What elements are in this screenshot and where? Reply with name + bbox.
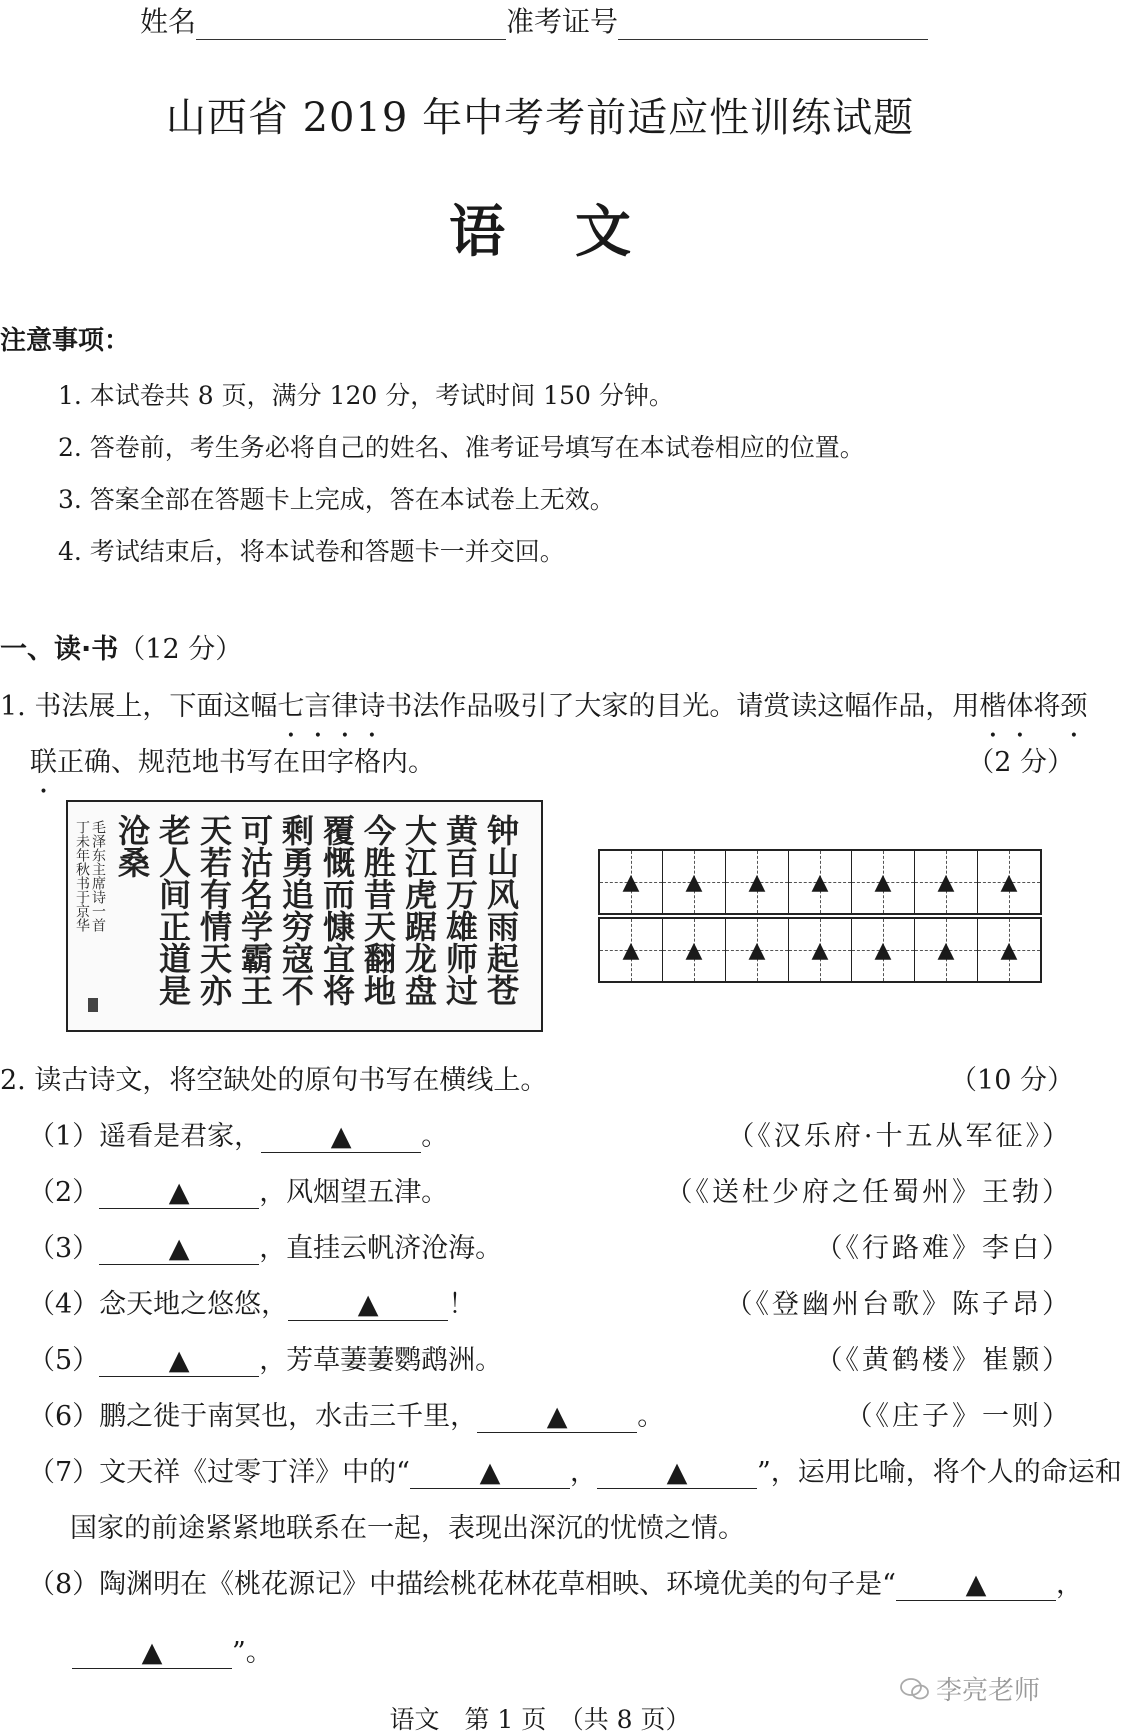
calligraphy-column: 沧桑: [113, 814, 151, 878]
answer-marker: ▲: [811, 869, 829, 895]
source-citation: （《行路难》李白）: [815, 1233, 1072, 1264]
source-citation: （《送杜少府之任蜀州》王勃）: [665, 1177, 1072, 1208]
emphasis-lian: [30, 747, 57, 778]
question-2-stem: 2. 读古诗文，将空缺处的原句书写在横线上。: [0, 1065, 548, 1096]
tianzige-cell[interactable]: [915, 919, 978, 981]
answer-blank[interactable]: ▲: [288, 1290, 448, 1321]
answer-marker: ▲: [874, 869, 892, 895]
calligraphy-artwork: [66, 800, 543, 1032]
fill-item-1: （1）遥看是君家， ▲ 。: [28, 1121, 449, 1152]
tianzige-cell[interactable]: [852, 919, 915, 981]
emphasis-char: 七: [277, 691, 305, 722]
tianzige-cell[interactable]: [978, 851, 1040, 913]
fill-item-7-line-2: 国家的前途紧紧地联系在一起，表现出深沉的忧愤之情。: [70, 1513, 745, 1544]
fill-item-8: （8）陶渊明在《桃花源记》中描绘桃花林花草相映、环境优美的句子是“ ▲ ，: [28, 1569, 1083, 1600]
answer-marker: ▲: [811, 937, 829, 963]
exam-id-field[interactable]: [618, 11, 928, 40]
source-citation: （《庄子》一则）: [845, 1401, 1072, 1432]
tianzige-cell[interactable]: [663, 919, 726, 981]
calligraphy-column: 可沽名学霸王: [236, 814, 274, 1006]
answer-blank[interactable]: ▲: [72, 1638, 232, 1669]
tianzige-cell[interactable]: [600, 851, 663, 913]
calligraphy-column: 剩勇追穷寇不: [277, 814, 315, 1006]
answer-blank[interactable]: ▲: [896, 1570, 1056, 1601]
source-citation: （《黄鹤楼》崔颢）: [815, 1345, 1072, 1376]
calligraphy-column: 大江虎踞龙盘: [400, 814, 438, 1006]
emphasis-kaiti: [979, 691, 1033, 722]
subject-title: 语文: [449, 200, 701, 265]
answer-marker: ▲: [937, 937, 955, 963]
question-1-line-1: 1. 书法展上，下面这幅七言律诗书法作品吸引了大家的目光。请赏读这幅作品，用楷体将颈: [0, 691, 1088, 722]
source-citation: （《登幽州台歌》陈子昂）: [725, 1289, 1072, 1320]
emphasis-char: 颈: [1060, 691, 1088, 722]
notice-heading: 注意事项：: [0, 326, 131, 356]
fill-item-6: （6）鹏之徙于南冥也，水击三千里， ▲ 。: [28, 1401, 665, 1432]
watermark-text: 李亮老师: [936, 1676, 1041, 1706]
answer-marker: ▲: [622, 869, 640, 895]
answer-marker: ▲: [748, 937, 766, 963]
candidate-info-header: [140, 0, 928, 40]
answer-blank[interactable]: ▲: [99, 1346, 259, 1377]
calligraphy-inscription: 毛泽东主席诗一首: [90, 820, 106, 932]
tianzige-cell[interactable]: [726, 851, 789, 913]
answer-blank[interactable]: ▲: [99, 1234, 259, 1265]
name-field[interactable]: [196, 11, 506, 40]
question-2-points: （10 分）: [950, 1065, 1074, 1096]
emphasis-char: 联: [30, 747, 57, 778]
emphasis-qiyanlvshi: [277, 691, 385, 722]
answer-blank[interactable]: ▲: [597, 1458, 757, 1489]
tianzige-cell[interactable]: [600, 919, 663, 981]
answer-blank[interactable]: ▲: [261, 1122, 421, 1153]
fill-item-5: （5） ▲ ，芳草萋萋鹦鹉洲。: [28, 1345, 503, 1376]
question-1-line-2: 联正确、规范地书写在田字格内。: [30, 747, 435, 778]
emphasis-jing: [1060, 691, 1087, 722]
calligraphy-column: 今胜昔天翻地: [359, 814, 397, 1006]
fill-item-2: （2） ▲ ，风烟望五津。: [28, 1177, 449, 1208]
calligraphy-column: 黄百万雄师过: [441, 814, 479, 1006]
exam-title: 山西省 2019 年中考考前适应性训练试题: [165, 95, 915, 141]
answer-marker: ▲: [874, 937, 892, 963]
source-citation: （《汉乐府·十五从军征》）: [727, 1121, 1072, 1152]
emphasis-char: 楷: [979, 691, 1007, 722]
fill-item-7: （7）文天祥《过零丁洋》中的“ ▲ ， ▲ ”，运用比喻，将个人的命运和: [28, 1457, 1122, 1488]
notice-item: 3. 答案全部在答题卡上完成，答在本试卷上无效。: [58, 485, 615, 514]
page-footer: 语文 第 1 页 （共 8 页）: [389, 1705, 691, 1734]
fill-item-8-line-2: ▲ ”。: [72, 1630, 273, 1669]
answer-marker: ▲: [748, 869, 766, 895]
emphasis-char: 诗: [358, 691, 386, 722]
exam-id-label: 准考证号: [506, 5, 619, 38]
calligraphy-column: 老人间正道是: [154, 814, 192, 1006]
emphasis-char: 律: [331, 691, 359, 722]
answer-marker: ▲: [1000, 869, 1018, 895]
tianzige-cell[interactable]: [663, 851, 726, 913]
section-heading: 一、读·书（12 分）: [0, 634, 243, 665]
question-1-points: （2 分）: [967, 747, 1074, 778]
answer-marker: ▲: [685, 937, 703, 963]
answer-marker: ▲: [937, 869, 955, 895]
tianzige-row-1: [598, 849, 1042, 915]
answer-blank[interactable]: ▲: [99, 1178, 259, 1209]
tianzige-cell[interactable]: [789, 919, 852, 981]
fill-item-4: （4）念天地之悠悠， ▲ ！: [28, 1289, 476, 1320]
emphasis-char: 体: [1006, 691, 1034, 722]
fill-item-3: （3） ▲ ，直挂云帆济沧海。: [28, 1233, 503, 1264]
calligraphy-column: 覆慨而慷宜将: [318, 814, 356, 1006]
tianzige-cell[interactable]: [978, 919, 1040, 981]
tianzige-cell[interactable]: [726, 919, 789, 981]
answer-marker: ▲: [685, 869, 703, 895]
notice-item: 2. 答卷前，考生务必将自己的姓名、准考证号填写在本试卷相应的位置。: [58, 433, 865, 462]
calligraphy-inscription: 丁未年秋书于京华: [74, 820, 90, 932]
answer-marker: ▲: [1000, 937, 1018, 963]
emphasis-char: 言: [304, 691, 332, 722]
calligraphy-column: 钟山风雨起苍: [482, 814, 520, 1006]
calligraphy-column: 天若有情天亦: [195, 814, 233, 1006]
answer-blank[interactable]: ▲: [410, 1458, 570, 1489]
seal-stamp: [88, 998, 98, 1012]
notice-item: 1. 本试卷共 8 页，满分 120 分，考试时间 150 分钟。: [58, 381, 674, 410]
tianzige-cell[interactable]: [852, 851, 915, 913]
tianzige-cell[interactable]: [915, 851, 978, 913]
name-label: 姓名: [140, 5, 197, 38]
answer-marker: ▲: [622, 937, 640, 963]
tianzige-cell[interactable]: [789, 851, 852, 913]
answer-blank[interactable]: ▲: [477, 1402, 637, 1433]
notice-item: 4. 考试结束后，将本试卷和答题卡一并交回。: [58, 537, 565, 566]
tianzige-row-2: [598, 917, 1042, 983]
wechat-icon: [900, 1678, 930, 1700]
